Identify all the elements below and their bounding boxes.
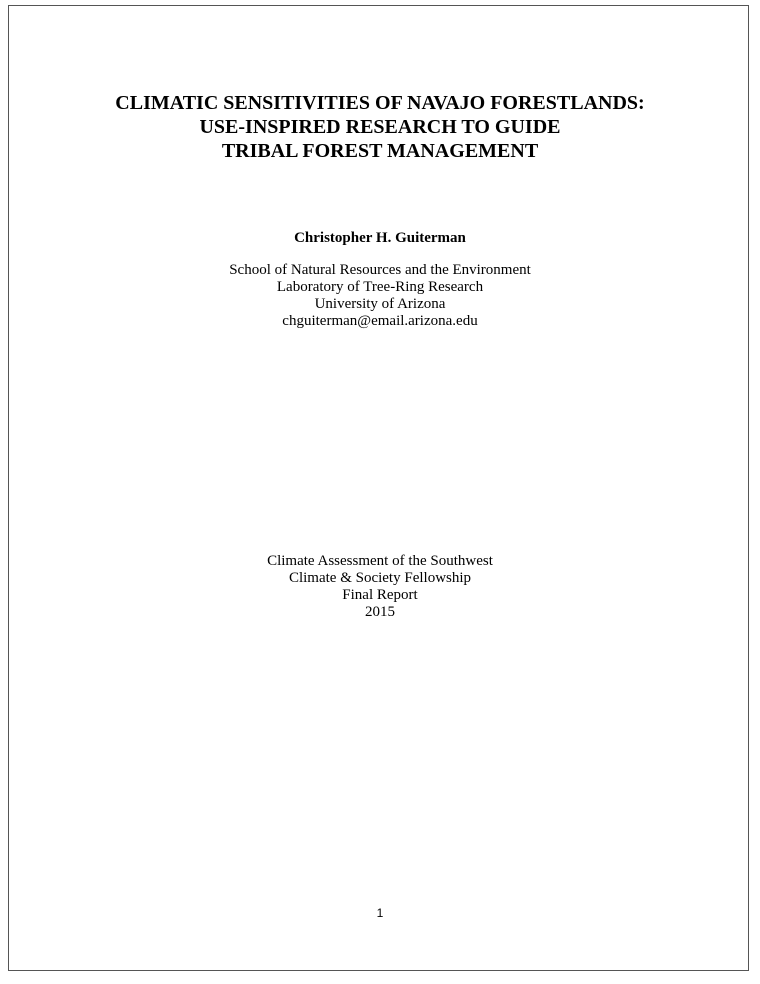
author-name: Christopher H. Guiterman [294, 230, 466, 246]
affiliation-university: University of Arizona [314, 296, 446, 312]
report-fellowship: Climate & Society Fellowship [288, 570, 472, 586]
report-type: Final Report [342, 587, 418, 603]
report-program: Climate Assessment of the Southwest [267, 553, 493, 569]
affiliation-laboratory: Laboratory of Tree-Ring Research [276, 279, 484, 295]
author-affiliation [0, 262, 760, 330]
report-info [0, 553, 760, 621]
title-line: CLIMATIC SENSITIVITIES OF NAVAJO FORESTLANDS: [115, 92, 645, 114]
document-title [0, 91, 760, 163]
affiliation-school: School of Natural Resources and the Environment [229, 262, 531, 278]
page-number: 1 [376, 906, 384, 920]
report-year: 2015 [365, 604, 395, 620]
title-line: TRIBAL FOREST MANAGEMENT [221, 140, 539, 162]
title-line: USE-INSPIRED RESEARCH TO GUIDE [199, 116, 561, 138]
author-email: chguiterman@email.arizona.edu [282, 313, 478, 329]
